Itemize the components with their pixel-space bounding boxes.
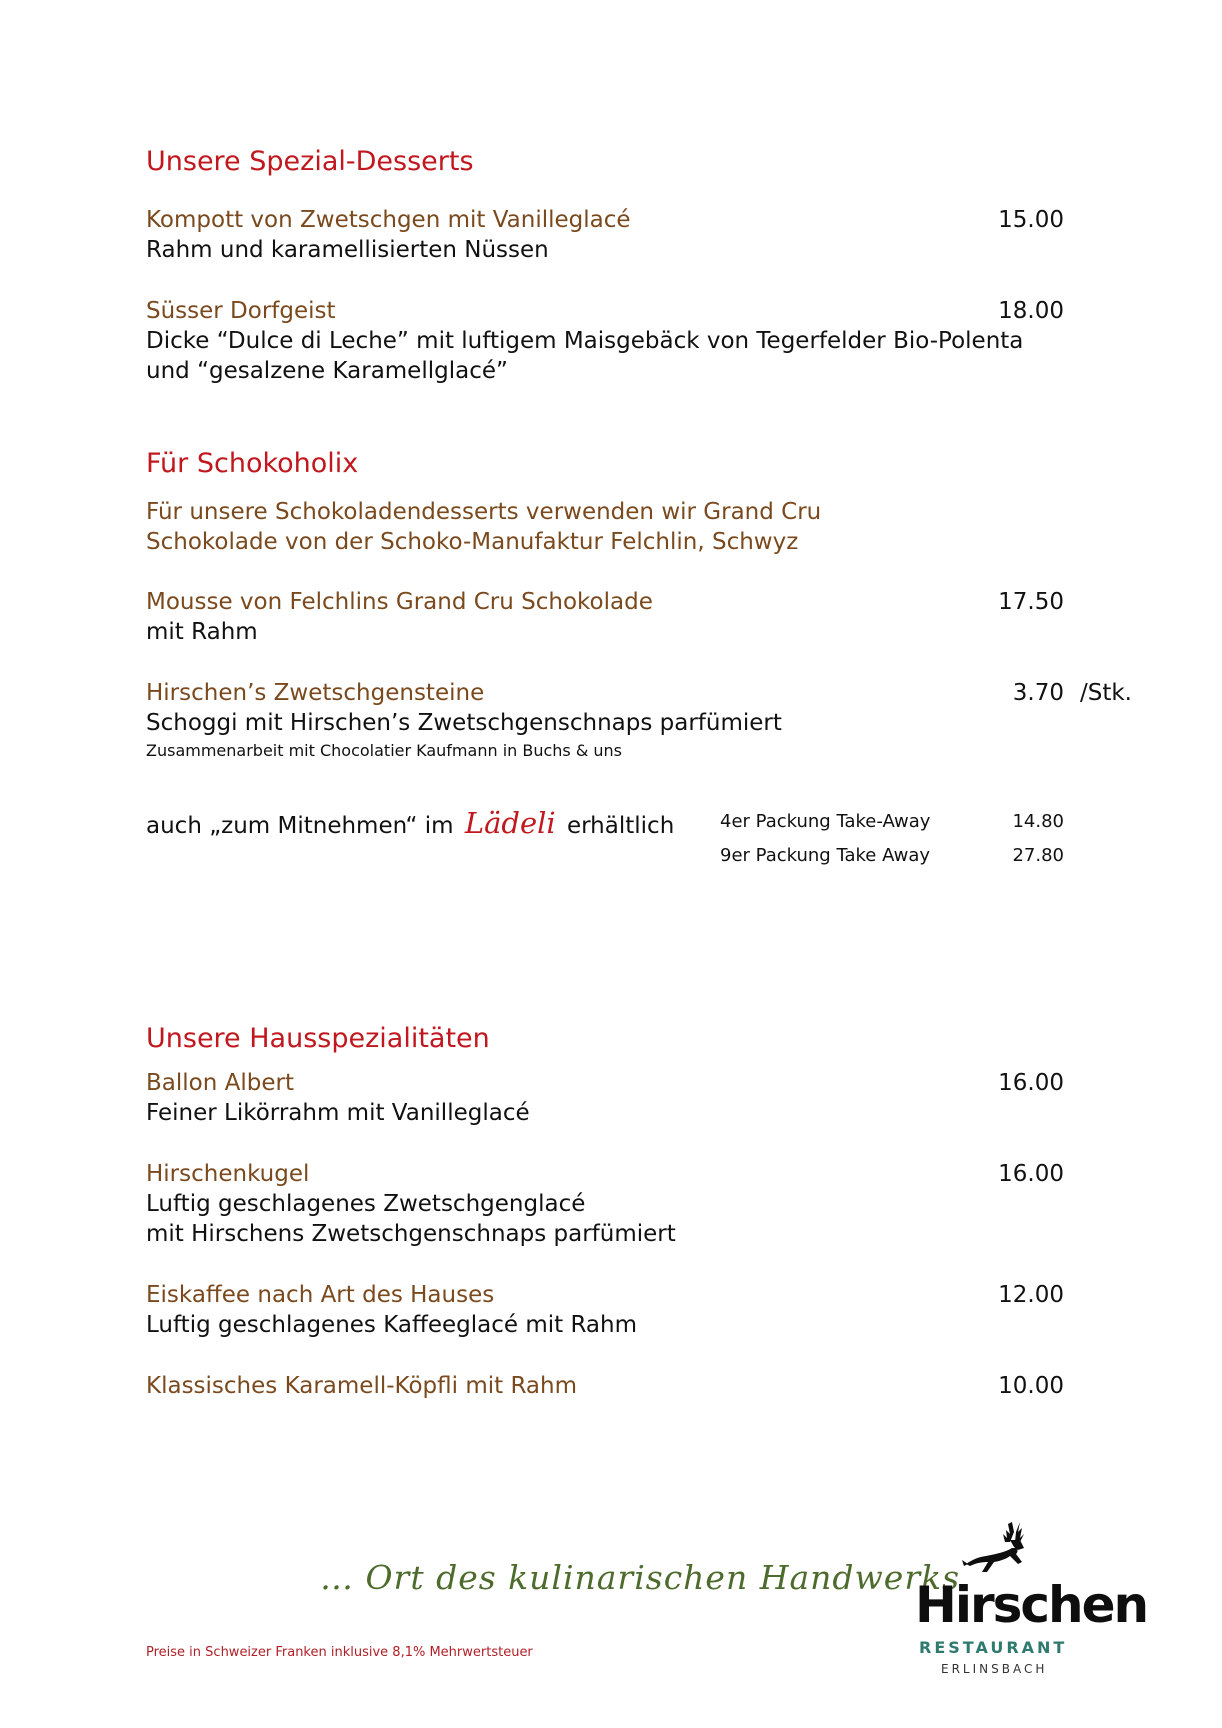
menu-item-description: Feiner Likörrahm mit Vanilleglacé (146, 1100, 530, 1126)
menu-item-name: Kompott von Zwetschgen mit Vanilleglacé (146, 207, 631, 233)
menu-item-name: Hirschen’s Zwetschgensteine (146, 680, 485, 706)
section-intro: Für unsere Schokoladendesserts verwenden wir Grand Cru (146, 499, 822, 525)
shop-name: Lädeli (464, 806, 556, 840)
pack-label: 4er Packung Take-Away (720, 811, 931, 832)
deer-icon (960, 1520, 1050, 1580)
menu-item-unit: /Stk. (1080, 680, 1132, 706)
menu-item-price: 10.00 (998, 1373, 1064, 1399)
menu-item-description: Luftig geschlagenes Zwetschgenglacé (146, 1191, 586, 1217)
menu-item-name: Mousse von Felchlins Grand Cru Schokolade (146, 589, 653, 615)
menu-item-description: Dicke “Dulce di Leche” mit luftigem Maisgebäck von Tegerfelder Bio-Polenta (146, 328, 1024, 354)
takeaway-text (146, 806, 674, 840)
logo-name: Hirschen (915, 1576, 1148, 1634)
menu-item-name: Ballon Albert (146, 1070, 294, 1096)
menu-item-price: 16.00 (998, 1070, 1064, 1096)
restaurant-logo (905, 1520, 1148, 1680)
logo-location: ERLINSBACH (941, 1662, 1048, 1676)
menu-item-note: Zusammenarbeit mit Chocolatier Kaufmann in Buchs & uns (146, 741, 623, 760)
menu-item-name: Eiskaffee nach Art des Hauses (146, 1282, 495, 1308)
section-intro: Schokolade von der Schoko-Manufaktur Felchlin, Schwyz (146, 529, 799, 555)
menu-item-price: 18.00 (998, 298, 1064, 324)
menu-item-name: Hirschenkugel (146, 1161, 310, 1187)
section-heading-choco: Für Schokoholix (146, 448, 359, 479)
price-note: Preise in Schweizer Franken inklusive 8,1% Mehrwertsteuer (146, 1645, 533, 1660)
menu-item-name: Süsser Dorfgeist (146, 298, 336, 324)
section-heading-house: Unsere Hausspezialitäten (146, 1023, 490, 1054)
menu-item-price: 12.00 (998, 1282, 1064, 1308)
menu-item-description: Rahm und karamellisierten Nüssen (146, 237, 549, 263)
tagline: … Ort des kulinarischen Handwerks (320, 1558, 961, 1597)
menu-item-description: und “gesalzene Karamellglacé” (146, 358, 508, 384)
pack-price: 14.80 (1012, 811, 1064, 832)
menu-item-name: Klassisches Karamell-Köpfli mit Rahm (146, 1373, 578, 1399)
logo-subtitle: RESTAURANT (919, 1638, 1068, 1657)
takeaway-after: erhältlich (566, 813, 675, 839)
menu-item-price: 16.00 (998, 1161, 1064, 1187)
menu-item-description: Luftig geschlagenes Kaffeeglacé mit Rahm (146, 1312, 637, 1338)
menu-item-price: 3.70 (1012, 680, 1064, 706)
section-heading-special: Unsere Spezial-Desserts (146, 146, 474, 177)
menu-item-price: 15.00 (998, 207, 1064, 233)
pack-label: 9er Packung Take Away (720, 845, 931, 866)
menu-item-description: mit Rahm (146, 619, 258, 645)
pack-price: 27.80 (1012, 845, 1064, 866)
menu-item-price: 17.50 (998, 589, 1064, 615)
menu-item-description: mit Hirschens Zwetschgenschnaps parfümiert (146, 1221, 676, 1247)
menu-item-description: Schoggi mit Hirschen’s Zwetschgenschnaps parfümiert (146, 710, 782, 736)
takeaway-before: auch „zum Mitnehmen“ im (146, 813, 454, 839)
